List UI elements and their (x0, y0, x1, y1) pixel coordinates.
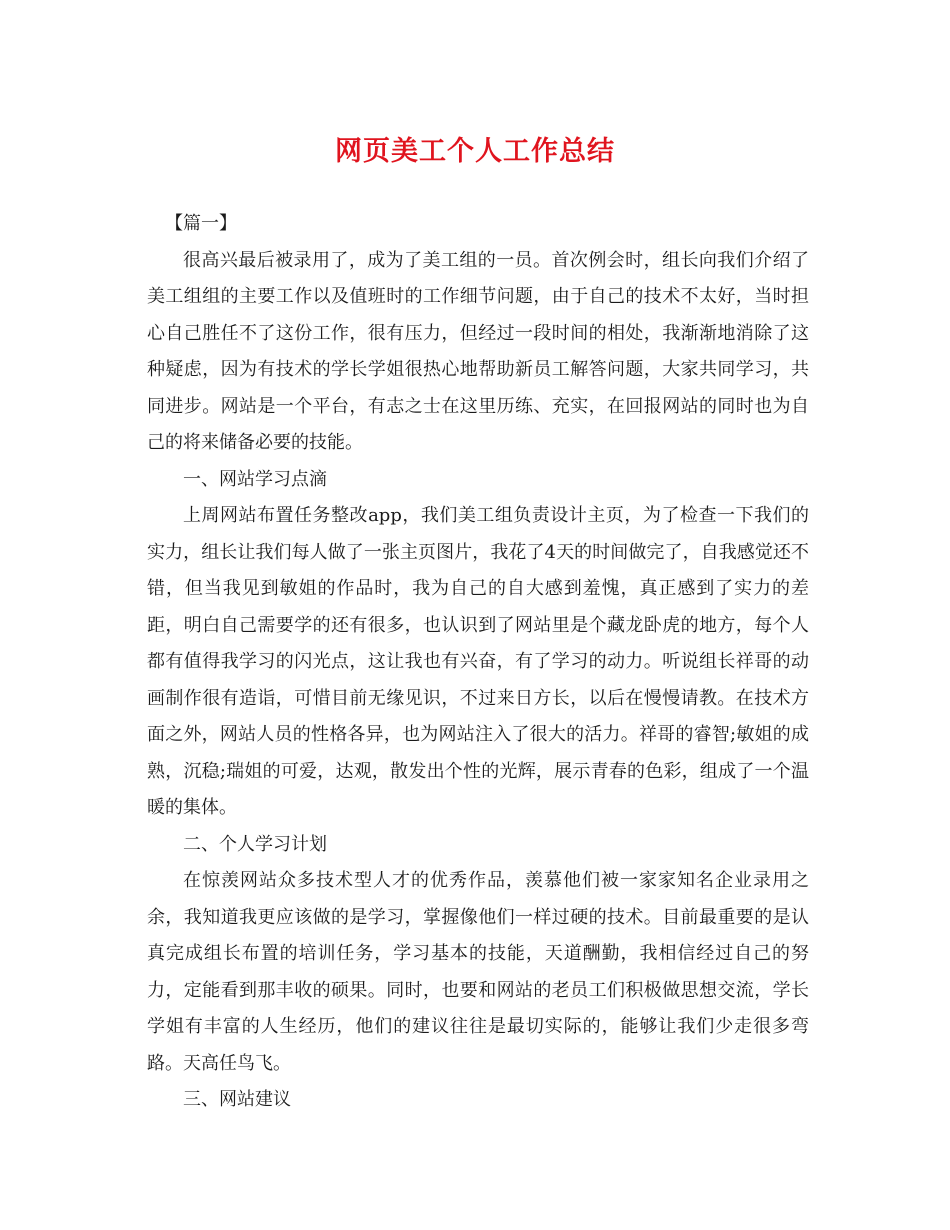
heading-website-learning: 一、网站学习点滴 (183, 468, 327, 490)
document-title: 网页美工个人工作总结 (335, 136, 615, 167)
heading-study-plan: 二、个人学习计划 (183, 833, 327, 855)
paragraph-website-learning: 上周网站布置任务整改app，我们美工组负责设计主页，为了检查一下我们的实力，组长让我们每人做了一张主页图片，我花了4天的时间做完了，自我感觉还不错，但当我见到敏姐的作品时，我为自己的自大感到羞愧，真正感到了实力的差距，明白自己需要学的还有很多，也认识到了网站里是个藏龙卧虎的地方，每个人都有值得我学习的闪光点，这让我也有兴奋，有了学习的动力。听说组长祥哥的动画制作很有造诣，可惜目前无缘见识，不过来日方长，以后在慢慢请教。在技术方面之外，网站人员的性格各异，也为网站注入了很大的活力。祥哥的睿智;敏姐的成熟，沉稳;瑞姐的可爱，达观，散发出个性的光辉，展示青春的色彩，组成了一个温暖的集体。 (147, 505, 809, 818)
document-body (147, 206, 809, 1119)
paragraph-intro: 很高兴最后被录用了，成为了美工组的一员。首次例会时，组长向我们介绍了美工组组的主要工作以及值班时的工作细节问题，由于自己的技术不太好，当时担心自己胜任不了这份工作，很有压力，但经过一段时间的相处，我渐渐地消除了这种疑虑，因为有技术的学长学姐很热心地帮助新员工解答问题，大家共同学习，共同进步。网站是一个平台，有志之士在这里历练、充实，在回报网站的同时也为自己的将来储备必要的技能。 (147, 249, 809, 453)
paragraph-study-plan: 在惊羡网站众多技术型人才的优秀作品，羡慕他们被一家家知名企业录用之余，我知道我更应该做的是学习，掌握像他们一样过硬的技术。目前最重要的是认真完成组长布置的培训任务，学习基本的技能，天道酬勤，我相信经过自己的努力，定能看到那丰收的硕果。同时，也要和网站的老员工们积极做思想交流，学长学姐有丰富的人生经历，他们的建议往往是最切实际的，能够让我们少走很多弯路。天高任鸟飞。 (147, 870, 809, 1074)
heading-website-suggestions: 三、网站建议 (183, 1089, 291, 1110)
section-label: 【篇一】 (165, 213, 237, 234)
